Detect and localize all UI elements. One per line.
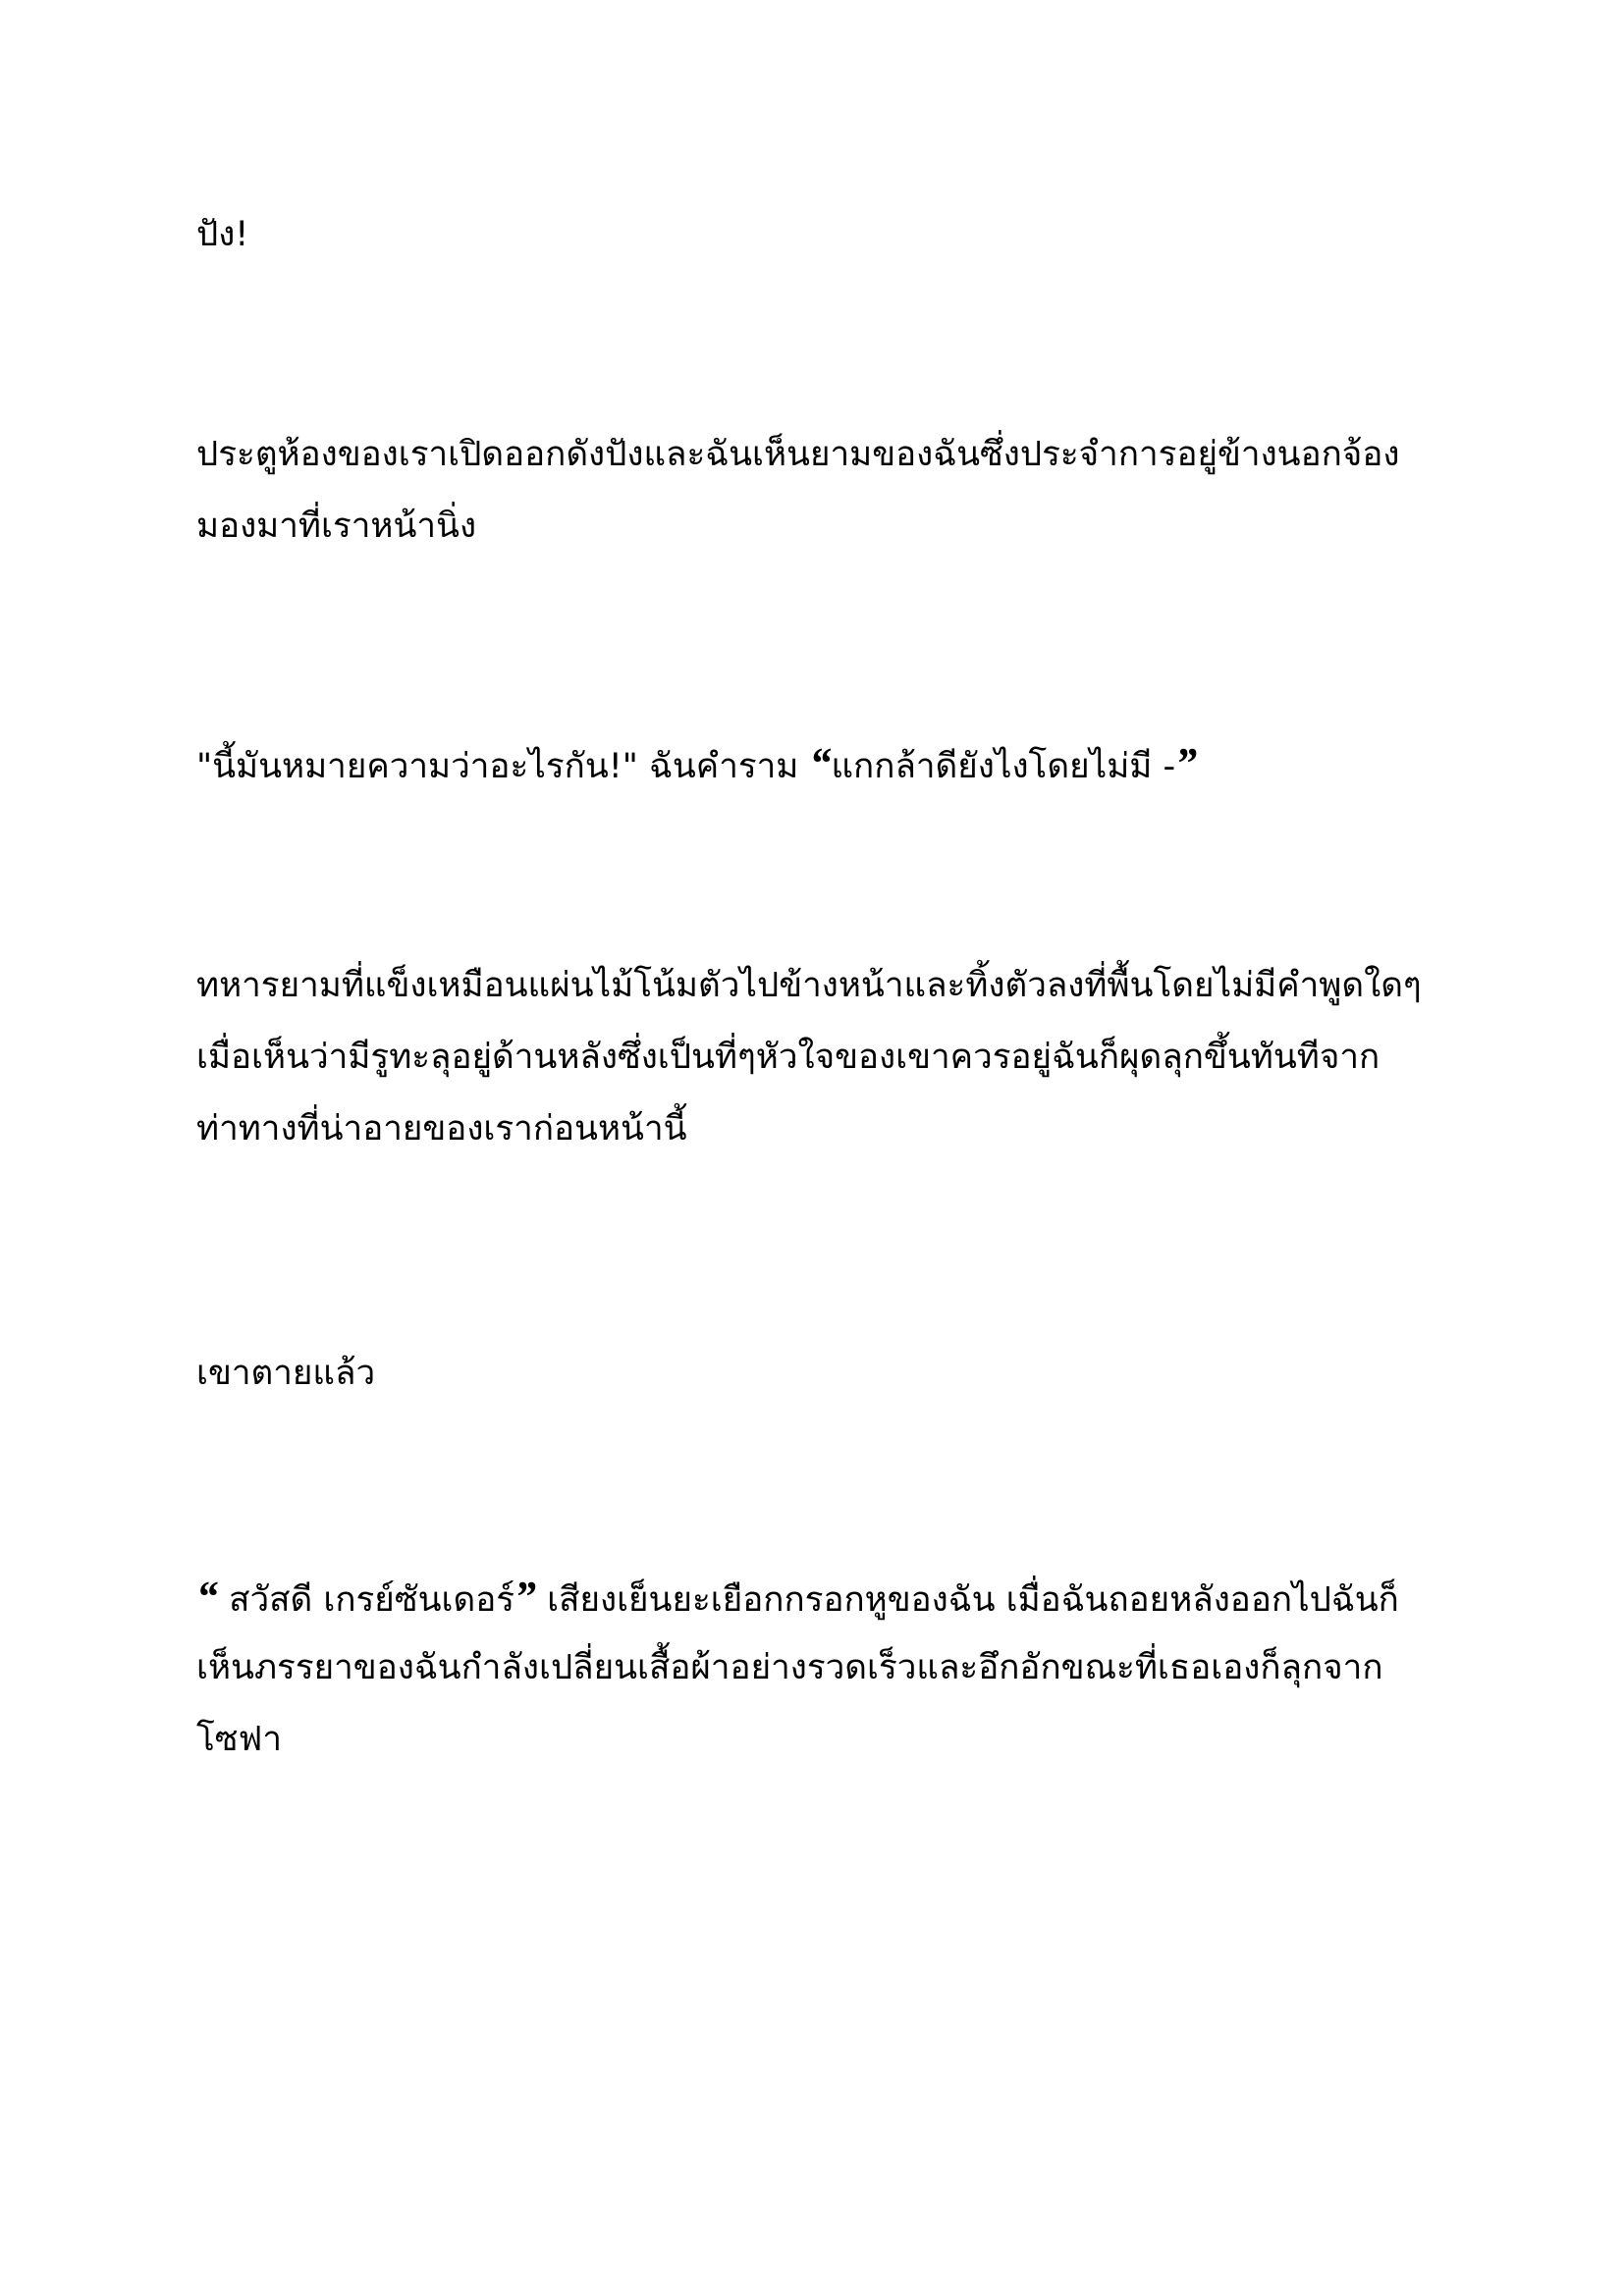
text-line xyxy=(196,727,1463,799)
open-quote-mark: “ xyxy=(809,739,832,787)
paragraph-4 xyxy=(196,950,1463,1165)
paragraph-6 xyxy=(196,1561,1463,1776)
paragraph-1 xyxy=(196,199,1463,271)
paragraph-5 xyxy=(196,1338,1463,1410)
text-line xyxy=(196,1561,1463,1632)
text-line: ท่าทางที่น่าอายของเราก่อนหน้านี้ xyxy=(196,1109,687,1148)
paragraph-2 xyxy=(196,419,1463,562)
dialogue-text: แกกล้าดียังไงโดยไม่มี - xyxy=(831,747,1176,786)
narration-text: เสียงเย็นยะเยือกกรอกหูของฉัน เมื่อฉันถอยหลังออกไปฉันก็ xyxy=(536,1580,1399,1620)
text-line: เขาตายแล้ว xyxy=(196,1354,376,1393)
dialogue-text: สวัสดี เกรย์ซันเดอร์ xyxy=(218,1580,515,1620)
dialogue-text: "นี้มันหมายความว่าอะไรกัน!" ฉันคำราม xyxy=(196,747,810,786)
text-line: โซฟา xyxy=(196,1720,282,1759)
text-line: ประตูห้องของเราเปิดออกดังปังและฉันเห็นยามของฉันซึ่งประจำการอยู่ข้างนอกจ้อง xyxy=(196,435,1400,474)
paragraph-3 xyxy=(196,727,1463,799)
text-line: มองมาที่เราหน้านิ่ง xyxy=(196,507,477,546)
close-quote-mark: ” xyxy=(514,1573,537,1621)
text-line: เห็นภรรยาของฉันกำลังเปลี่ยนเสื้อผ้าอย่างรวดเร็วและอึกอักขณะที่เธอเองก็ลุกจาก xyxy=(196,1648,1383,1687)
open-quote-mark: “ xyxy=(196,1573,218,1621)
text-line: ทหารยามที่แข็งเหมือนแผ่นไม้โน้มตัวไปข้างหน้าและทิ้งตัวลงที่พื้นโดยไม่มีคำพูดใดๆ xyxy=(196,966,1422,1005)
close-quote-mark: ” xyxy=(1175,739,1198,787)
text-line: ปัง! xyxy=(196,215,249,254)
text-line: เมื่อเห็นว่ามีรูทะลุอยู่ด้านหลังซึ่งเป็นที่ๆหัวใจของเขาควรอยู่ฉันก็ผุดลุกขึ้นทันทีจาก xyxy=(196,1038,1380,1077)
